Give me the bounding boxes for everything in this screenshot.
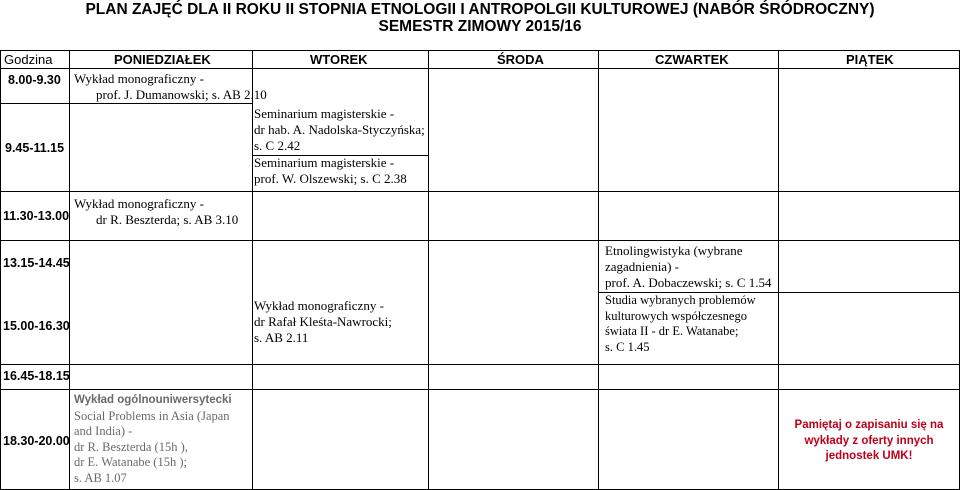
- class-block: [254, 298, 392, 346]
- class-details: dr E. Watanabe (15h );: [74, 455, 187, 469]
- class-title: Seminarium magisterskie -: [254, 106, 395, 121]
- class-details: dr R. Beszterda; s. AB 3.10: [96, 212, 239, 227]
- class-details: s. AB 1.07: [74, 470, 127, 485]
- header-friday: PIĄTEK: [846, 52, 894, 67]
- class-block: [254, 155, 407, 187]
- class-title: Etnolingwistyka (wybrane: [605, 243, 743, 258]
- class-block: [605, 243, 771, 291]
- time-slot-2: 9.45-11.15: [5, 141, 65, 155]
- time-slot-5: 15.00-16.30: [3, 319, 70, 333]
- header-tuesday: WTOREK: [310, 52, 368, 67]
- class-block: [74, 196, 238, 228]
- grid-line: [252, 50, 253, 490]
- class-details: prof. W. Olszewski; s. C 2.38: [254, 171, 407, 186]
- class-title: Wykład monograficzny -: [254, 298, 384, 313]
- time-slot-6: 16.45-18.15: [3, 369, 70, 383]
- class-title: Wykład monograficzny -: [74, 71, 204, 86]
- grid-line: [778, 50, 779, 490]
- grid-line: [0, 50, 1, 490]
- grid-line: [0, 364, 960, 365]
- class-details: zagadnienia) -: [605, 259, 679, 274]
- grid-line: [0, 191, 960, 192]
- grid-line: [0, 103, 252, 104]
- class-details: świata II - dr E. Watanabe;: [605, 324, 739, 338]
- class-block: [74, 71, 267, 103]
- grid-line: [598, 50, 599, 490]
- grid-line: [0, 50, 960, 51]
- class-title: Studia wybranych problemów: [605, 293, 756, 307]
- class-block: [74, 393, 232, 486]
- notice-text: [780, 418, 958, 465]
- notice-line: Pamiętaj o zapisaniu się na: [794, 419, 944, 431]
- page-title: PLAN ZAJĘĆ DLA II ROKU II STOPNIA ETNOLOGII I ANTROPOLGII KULTUROWEJ (NABÓR ŚRÓDROCZNY): [85, 1, 875, 18]
- time-slot-4: 13.15-14.45: [3, 256, 70, 270]
- class-details: s. AB 2.11: [254, 330, 309, 345]
- class-details: prof. A. Dobaczewski; s. C 1.54: [605, 275, 772, 290]
- class-title: Seminarium magisterskie -: [254, 155, 395, 170]
- class-details: kulturowych współczesnego: [605, 308, 747, 323]
- class-details: dr Rafał Kleśta-Nawrocki;: [254, 314, 392, 329]
- header-wednesday: ŚRODA: [497, 52, 544, 67]
- class-block: [605, 293, 756, 355]
- class-details: and India) -: [74, 424, 133, 438]
- header-godzina: Godzina: [4, 52, 53, 67]
- notice-line: wykłady z oferty innych: [804, 434, 934, 447]
- time-slot-1: 8.00-9.30: [8, 73, 61, 87]
- class-details: prof. J. Dumanowski; s. AB 2.10: [96, 87, 267, 102]
- class-details: dr hab. A. Nadolska-Styczyńska;: [254, 122, 425, 137]
- class-block: [254, 106, 425, 154]
- grid-line: [0, 68, 960, 69]
- time-slot-3: 11.30-13.00: [3, 209, 70, 223]
- header-monday: PONIEDZIAŁEK: [114, 52, 211, 67]
- grid-line: [428, 50, 429, 490]
- header-thursday: CZWARTEK: [655, 52, 729, 67]
- grid-line: [0, 389, 960, 390]
- class-details: Social Problems in Asia (Japan: [74, 408, 230, 423]
- grid-line: [0, 240, 960, 241]
- notice-line: jednostek UMK!: [825, 450, 913, 462]
- class-details: s. C 2.42: [254, 138, 301, 153]
- grid-line: [69, 50, 70, 490]
- page-subtitle: SEMESTR ZIMOWY 2015/16: [378, 18, 582, 35]
- class-details: s. C 1.45: [605, 339, 650, 354]
- class-title: Wykład ogólnouniwersytecki: [74, 394, 232, 406]
- time-slot-7: 18.30-20.00: [3, 434, 70, 448]
- class-details: dr R. Beszterda (15h ),: [74, 439, 188, 454]
- class-title: Wykład monograficzny -: [74, 196, 204, 211]
- table-header: [0, 50, 960, 68]
